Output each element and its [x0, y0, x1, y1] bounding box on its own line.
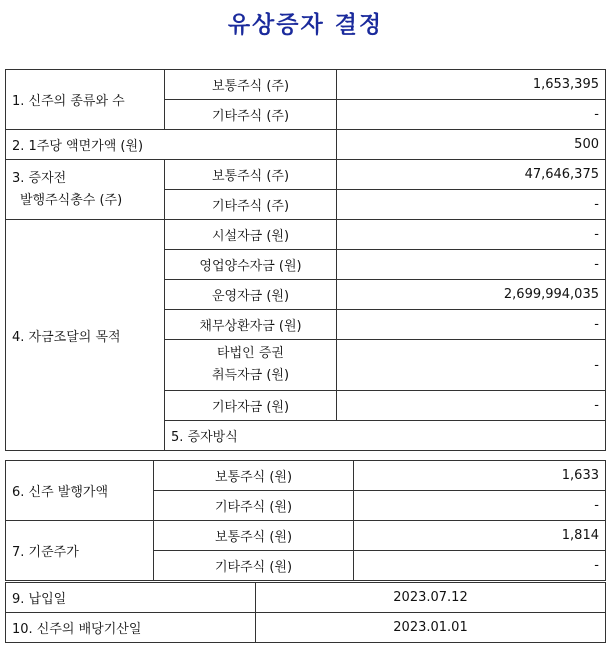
label-line: 타법인 증권 — [217, 346, 284, 361]
label-line: 발행주식총수 (주) — [20, 192, 123, 208]
value-other-funds: - — [337, 391, 606, 421]
value-payment-date: 2023.07.12 — [256, 583, 606, 613]
value-operating: 2,699,994,035 — [337, 280, 606, 310]
row-label-par-value: 2. 1주당 액면가액 (원) — [6, 130, 337, 160]
main-table — [5, 69, 606, 451]
value-new-common: 1,653,395 — [337, 70, 606, 100]
table-row — [6, 130, 606, 160]
sub-label-other-funds: 기타자금 (원) — [165, 391, 337, 421]
table-row — [6, 583, 606, 613]
value-acquisition: - — [337, 250, 606, 280]
label-line: 취득자금 (원) — [211, 368, 290, 383]
sub-label-other: 기타주식 (원) — [154, 491, 354, 521]
dates-table — [5, 582, 606, 643]
sub-label-other: 기타주식 (원) — [154, 551, 354, 581]
value-facility: - — [337, 220, 606, 250]
page-title: 유상증자 결정 — [227, 11, 384, 38]
value-issue-other: - — [354, 491, 606, 521]
sub-label-common: 보통주식 (주) — [165, 70, 337, 100]
sub-label-common: 보통주식 (원) — [154, 521, 354, 551]
sub-label-common: 보통주식 (원) — [154, 461, 354, 491]
row-label-shares-before — [6, 160, 165, 220]
value-par-value: 500 — [337, 130, 606, 160]
row-label-dividend-date: 10. 신주의 배당기산일 — [6, 613, 256, 643]
row-label-new-shares: 1. 신주의 종류와 수 — [6, 70, 165, 130]
value-new-other: - — [337, 100, 606, 130]
price-table — [5, 460, 606, 581]
table-row — [6, 70, 606, 100]
sub-label-other: 기타주식 (주) — [165, 100, 337, 130]
value-base-common: 1,814 — [354, 521, 606, 551]
sub-label-debt: 채무상환자금 (원) — [165, 310, 337, 340]
row-label-issue-price: 6. 신주 발행가액 — [6, 461, 154, 521]
table-row — [6, 613, 606, 643]
table-row — [6, 461, 606, 491]
row-label-method: 5. 증자방식 — [165, 421, 606, 451]
value-securities: - — [337, 340, 606, 391]
table-row — [6, 220, 606, 250]
sub-label-operating: 운영자금 (원) — [165, 280, 337, 310]
value-before-common: 47,646,375 — [337, 160, 606, 190]
value-issue-common: 1,633 — [354, 461, 606, 491]
row-label-payment-date: 9. 납입일 — [6, 583, 256, 613]
value-dividend-date: 2023.01.01 — [256, 613, 606, 643]
sub-label-common: 보통주식 (주) — [165, 160, 337, 190]
table-row — [6, 521, 606, 551]
row-label-base-price: 7. 기준주가 — [6, 521, 154, 581]
row-label-purpose: 4. 자금조달의 목적 — [6, 220, 165, 451]
sub-label-facility: 시설자금 (원) — [165, 220, 337, 250]
table-row — [6, 160, 606, 190]
sub-label-securities — [165, 340, 337, 391]
value-base-other: - — [354, 551, 606, 581]
sub-label-acquisition: 영업양수자금 (원) — [165, 250, 337, 280]
value-before-other: - — [337, 190, 606, 220]
sub-label-other: 기타주식 (주) — [165, 190, 337, 220]
value-debt: - — [337, 310, 606, 340]
label-line: 3. 증자전 — [12, 170, 67, 186]
